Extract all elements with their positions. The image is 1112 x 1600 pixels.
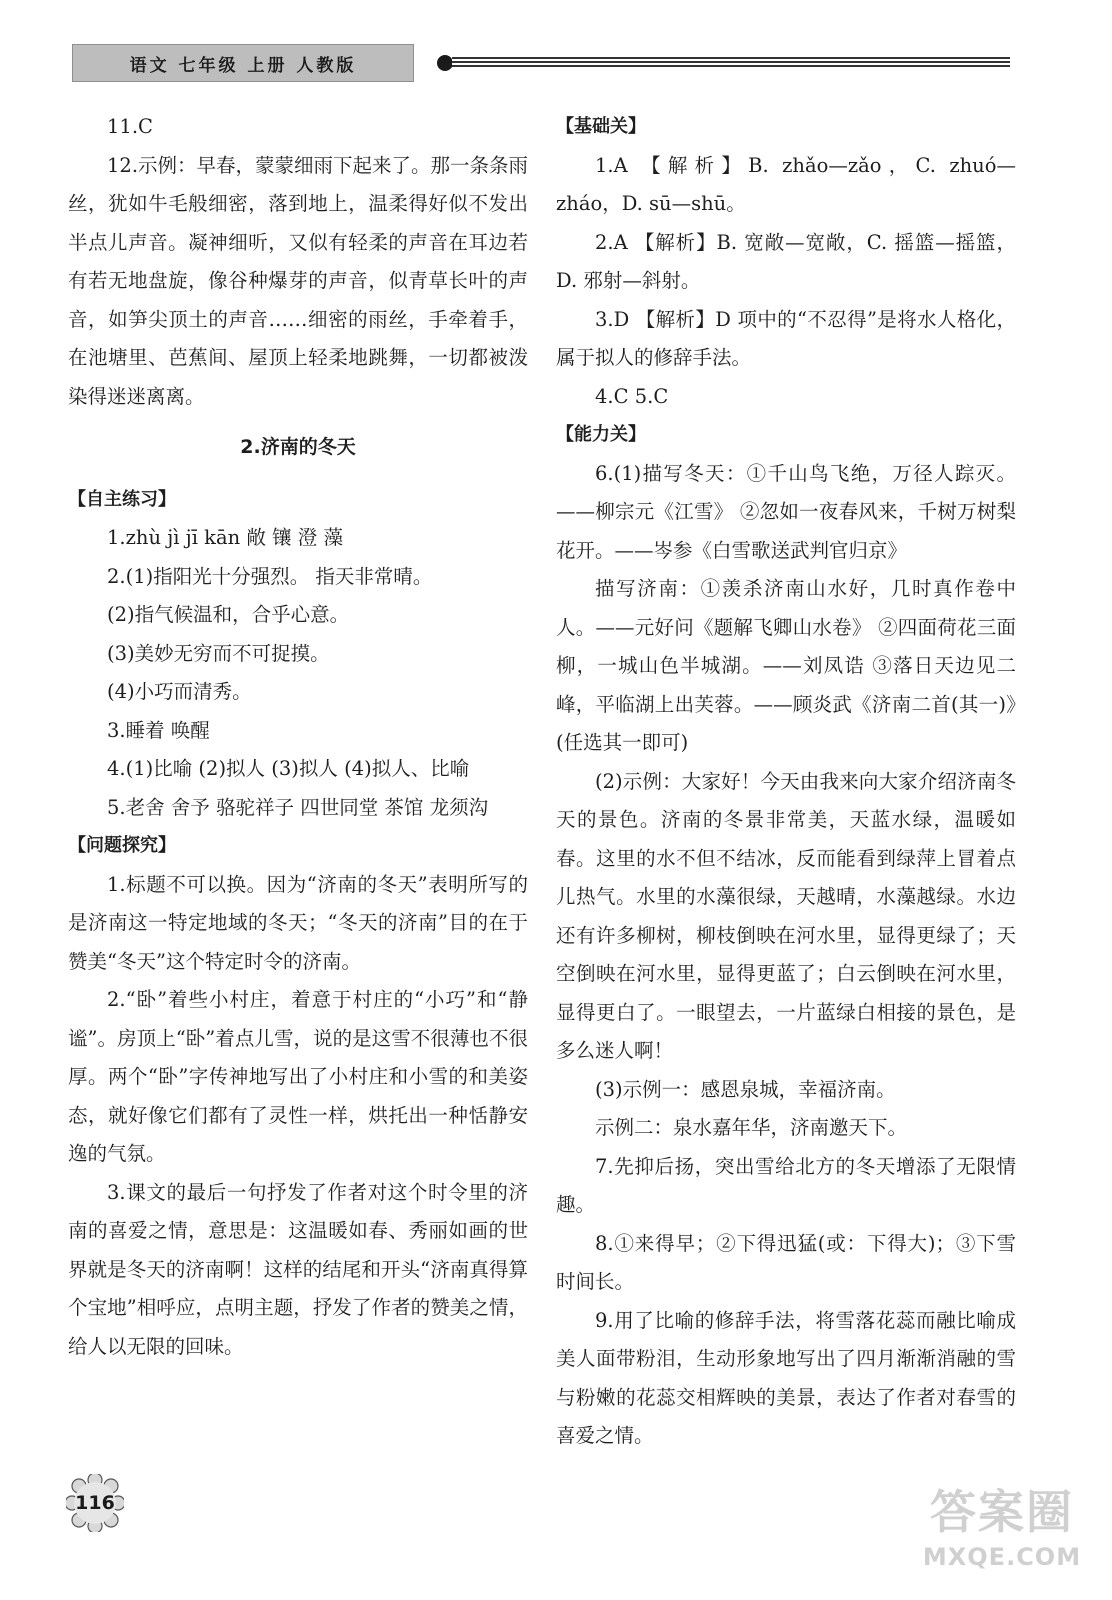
answer-paragraph: 描写济南：①羡杀济南山水好，几时真作卷中人。——元好问《题解飞卿山水卷》 ②四面荷花三面柳，一城山色半城湖。——刘凤诰 ③落日天边见二峰，平临湖上出芙蓉。——顾炎武《济南二首(其一)》(任选其一即可) bbox=[556, 577, 1016, 754]
section-heading: 【自主练习】 bbox=[68, 488, 176, 510]
header-label: 语文 七年级 上册 人教版 bbox=[129, 55, 357, 76]
watermark-en: MXQE.COM bbox=[922, 1543, 1082, 1571]
section-heading: 【问题探究】 bbox=[68, 835, 176, 856]
answer-paragraph: 2.A 【解析】B. 宽敞—宽敞，C. 摇篮—摇篮，D. 邪射—斜射。 bbox=[556, 230, 1016, 292]
section-heading: 【能力关】 bbox=[556, 424, 646, 445]
answer-paragraph: 12.示例：早春，蒙蒙细雨下起来了。那一条条雨丝，犹如牛毛般细密，落到地上，温柔得好似不发出半点儿声音。凝神细听，又似有轻柔的声音在耳边若有若无地盘旋，像谷种爆芽的声音，似青草长叶的声音，如笋尖顶土的声音……细密的雨丝，手牵着手，在池塘里、芭蕉间、屋顶上轻柔地跳舞，一切都被泼染得迷迷离离。 bbox=[68, 153, 529, 408]
answer-paragraph: (2)指气候温和，合乎心意。 bbox=[107, 603, 350, 626]
answer-paragraph: 2.“卧”着些小村庄，着意于村庄的“小巧”和“静谧”。房顶上“卧”着点儿雪，说的是这雪不很薄也不很厚。两个“卧”字传神地写出了小村庄和小雪的和美姿态，就好像它们都有了灵性一样，烘托出一种恬静安逸的气氛。 bbox=[68, 988, 528, 1165]
answer-paragraph: 3.D 【解析】D 项中的“不忍得”是将水人格化，属于拟人的修辞手法。 bbox=[556, 307, 1016, 369]
answer-paragraph: 9.用了比喻的修辞手法，将雪落花蕊而融比喻成美人面带粉泪，生动形象地写出了四月渐渐消融的雪与粉嫩的花蕊交相辉映的美景，表达了作者对春雪的喜爱之情。 bbox=[556, 1308, 1016, 1447]
answer-paragraph: (4)小巧而清秀。 bbox=[107, 680, 252, 703]
answer-paragraph: (3)示例一：感恩泉城，幸福济南。 bbox=[595, 1077, 896, 1101]
answer-paragraph: 11.C bbox=[107, 115, 153, 138]
answer-paragraph: (2)示例：大家好！今天由我来向大家介绍济南冬天的景色。济南的冬景非常美，天蓝水绿，温暖如春。这里的水不但不结冰，反而能看到绿萍上冒着点儿热气。水里的水藻很绿，天越晴，水藻越绿。水边还有许多柳树，柳枝倒映在河水里，显得更绿了；天空倒映在河水里，显得更蓝了；白云倒映在河水里，显得更白了。一眼望去，一片蓝绿白相接的景色，是多么迷人啊！ bbox=[556, 769, 1016, 1062]
answer-paragraph: 3.课文的最后一句抒发了作者对这个时令里的济南的喜爱之情，意思是：这温暖如春、秀丽如画的世界就是冬天的济南啊！这样的结尾和开头“济南真得算个宝地”相呼应，点明主题，抒发了作者的赞美之情，给人以无限的回味。 bbox=[68, 1180, 528, 1358]
answer-paragraph: 3.睡着 唤醒 bbox=[107, 718, 210, 742]
answer-paragraph: 4.C 5.C bbox=[595, 384, 669, 408]
answer-paragraph: 7.先抑后扬，突出雪给北方的冬天增添了无限情趣。 bbox=[556, 1154, 1016, 1216]
answer-paragraph: 4.(1)比喻 (2)拟人 (3)拟人 (4)拟人、比喻 bbox=[107, 757, 470, 780]
watermark bbox=[902, 1484, 1102, 1594]
answer-paragraph: 2.(1)指阳光十分强烈。 指天非常晴。 bbox=[107, 564, 433, 588]
answer-paragraph: 1.zhù jì jī kān 敞 镶 澄 藻 bbox=[107, 526, 343, 549]
answer-paragraph: (3)美妙无穷而不可捉摸。 bbox=[107, 641, 330, 665]
section-heading: 【基础关】 bbox=[556, 116, 646, 137]
answer-paragraph: 6.(1)描写冬天：①千山鸟飞绝，万径人踪灭。——柳宗元《江雪》 ②忽如一夜春风来，千树万树梨花开。——岑参《白雪歌送武判官归京》 bbox=[556, 461, 1016, 562]
answer-paragraph: 5.老舍 舍予 骆驼祥子 四世同堂 茶馆 龙须沟 bbox=[107, 795, 489, 819]
answer-paragraph: 8.①来得早；②下得迅猛(或：下得大)；③下雪时间长。 bbox=[556, 1231, 1016, 1293]
answer-paragraph: 示例二：泉水嘉年华，济南邀天下。 bbox=[595, 1116, 908, 1139]
page-number-text: 116 bbox=[75, 1492, 115, 1514]
lesson-title: 2.济南的冬天 bbox=[240, 436, 356, 458]
right-column bbox=[556, 108, 1016, 1456]
left-column bbox=[68, 108, 528, 1366]
answer-paragraph: 1.标题不可以换。因为“济南的冬天”表明所写的是济南这一特定地域的冬天；“冬天的济南”目的在于赞美“冬天”这个特定时令的济南。 bbox=[68, 872, 528, 973]
header-dot-icon bbox=[437, 55, 453, 71]
header-rule bbox=[452, 57, 1010, 67]
page-number bbox=[66, 1474, 124, 1532]
header-subject-tab bbox=[72, 44, 414, 82]
watermark-cn: 答案圈 bbox=[930, 1485, 1074, 1539]
answer-paragraph: 1.A 【解析】B. zhǎo—zǎo，C. zhuó—zháo，D. sū—shū。 bbox=[556, 153, 1016, 215]
